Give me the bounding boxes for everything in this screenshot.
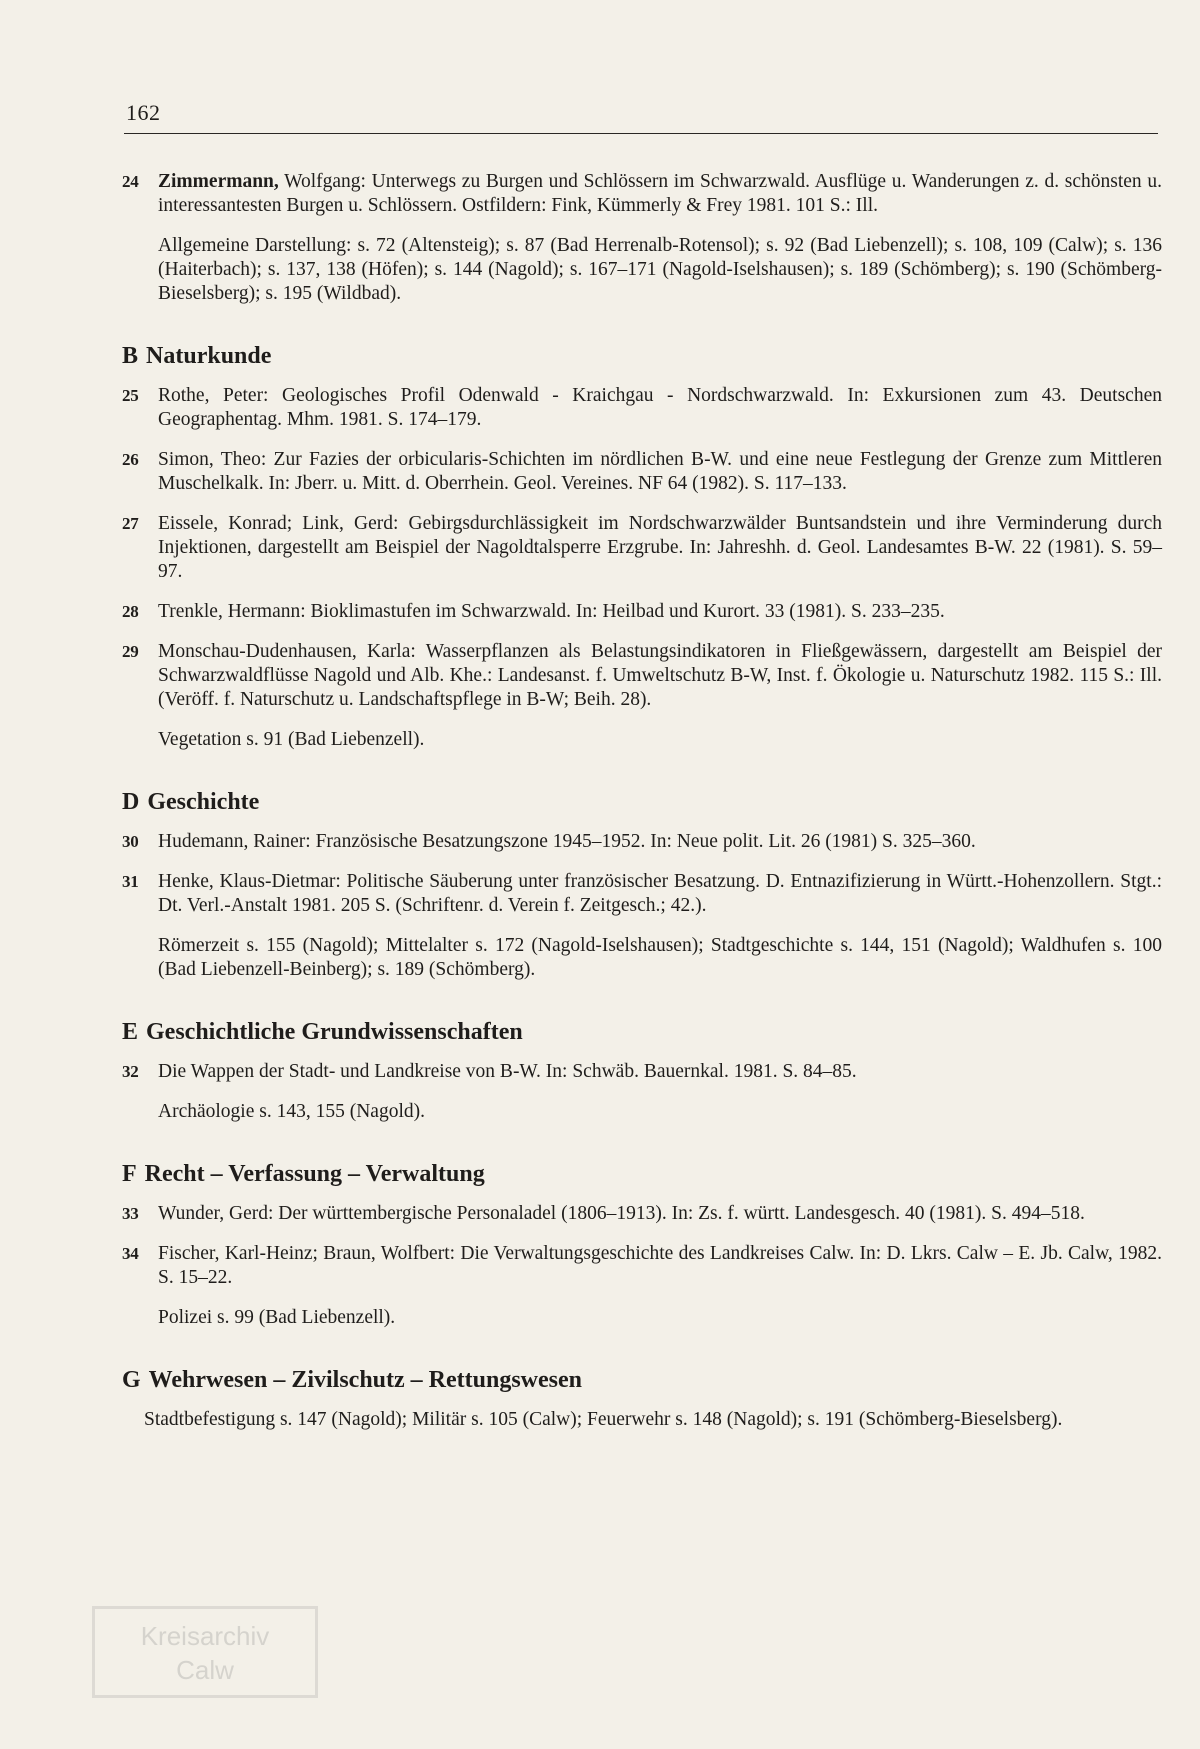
entry-text: Die Wappen der Stadt- und Landkreise von B-W. In: Schwäb. Bauernkal. 1981. S. 84–85.: [158, 1061, 857, 1082]
page-number: 162: [126, 100, 161, 125]
bibliography-entry: [116, 384, 1162, 432]
section-title: Recht – Verfassung – Verwaltung: [144, 1161, 485, 1187]
cross-reference-note: Römerzeit s. 155 (Nagold); Mittelalter s. 172 (Nagold-Iselshausen); Stadtgeschichte s. 144, 151 (Nagold); Waldhufen s. 100 (Bad Liebenzell-Beinberg); s. 189 (Schömberg).: [158, 935, 1162, 980]
entry-number: 24: [122, 172, 139, 191]
section-heading-naturkunde: [122, 342, 1162, 370]
entry-text: Henke, Klaus-Dietmar: Politische Säuberung unter französischer Besatzung. D. Entnazifizierung in Württ.-Hohenzollern. Stgt.: Dt. Verl.-Anstalt 1981. 205 S. (Schriftenr. d. Verein f. Zeitgesch.; 42.).: [158, 871, 1162, 916]
entry-text: Wunder, Gerd: Der württembergische Personaladel (1806–1913). In: Zs. f. württ. Landesgesch. 40 (1981). S. 494–518.: [158, 1203, 1085, 1224]
entry-number: 30: [122, 832, 139, 851]
stamp-line: Calw: [176, 1655, 234, 1685]
section-title: Geschichte: [147, 789, 260, 815]
entry-text: Simon, Theo: Zur Fazies der orbicularis-Schichten im nördlichen B-W. und eine neue Festlegung der Grenze zum Mittleren Muschelkalk. In: Jberr. u. Mitt. d. Oberrhein. Geol. Vereines. NF 64 (1982). S. 117–133.: [158, 449, 1162, 494]
bibliography-entry: [116, 448, 1162, 496]
entry-number: 29: [122, 642, 139, 661]
cross-reference-note: Archäologie s. 143, 155 (Nagold).: [158, 1101, 425, 1122]
header-rule: [124, 133, 1158, 134]
section-letter: B: [122, 343, 139, 369]
bibliography-entry: [116, 600, 1162, 624]
archive-stamp: [92, 1606, 318, 1698]
entry-number: 28: [122, 602, 139, 621]
bibliography-entry: [116, 640, 1162, 712]
cross-reference-note: Polizei s. 99 (Bad Liebenzell).: [158, 1307, 396, 1328]
entry-text: Hudemann, Rainer: Französische Besatzungszone 1945–1952. In: Neue polit. Lit. 26 (1981) S. 325–360.: [158, 831, 976, 852]
entry-number: 33: [122, 1204, 139, 1223]
entry-number: 34: [122, 1244, 139, 1263]
entry-author: Zimmermann,: [158, 171, 279, 192]
cross-reference-note: Allgemeine Darstellung: s. 72 (Altensteig); s. 87 (Bad Herrenalb-Rotensol); s. 92 (Bad Liebenzell); s. 108, 109 (Calw); s. 136 (Haiterbach); s. 137, 138 (Höfen); s. 144 (Nagold); s. 167–171 (Nagold-Iselshausen); s. 189 (Schömberg); s. 190 (Schömberg-Bieselsberg); s. 195 (Wildbad).: [158, 235, 1162, 304]
cross-reference-note: Stadtbefestigung s. 147 (Nagold); Militär s. 105 (Calw); Feuerwehr s. 148 (Nagold); s. 191 (Schömberg-Bieselsberg).: [144, 1409, 1063, 1430]
entry-text: Trenkle, Hermann: Bioklimastufen im Schwarzwald. In: Heilbad und Kurort. 33 (1981). S. 233–235.: [158, 601, 945, 622]
entry-number: 26: [122, 450, 139, 469]
section-letter: G: [122, 1367, 141, 1393]
section-letter: F: [122, 1161, 137, 1187]
entry-number: 27: [122, 514, 139, 533]
bibliography-entry: [116, 870, 1162, 918]
section-heading-geschichte: [122, 788, 1162, 816]
entry-text: Fischer, Karl-Heinz; Braun, Wolfbert: Die Verwaltungsgeschichte des Landkreises Calw. In: D. Lkrs. Calw – E. Jb. Calw, 1982. S. 15–22.: [158, 1243, 1162, 1288]
bibliography-entry: [116, 170, 1162, 218]
page-content: [116, 170, 1162, 1448]
entry-body: Wolfgang: Unterwegs zu Burgen und Schlössern im Schwarzwald. Ausflüge u. Wanderungen z. d. schönsten u. interessantesten Burgen u. Schlössern. Ostfildern: Fink, Kümmerly & Frey 1981. 101 S.: Ill.: [158, 171, 1162, 216]
entry-number: 32: [122, 1062, 139, 1081]
entry-text: [158, 171, 1162, 216]
entry-text: Eissele, Konrad; Link, Gerd: Gebirgsdurchlässigkeit im Nordschwarzwälder Buntsandstein und ihre Verminderung durch Injektionen, dargestellt am Beispiel der Nagoldtalsperre Erzgrube. In: Jahreshh. d. Geol. Landesamtes B-W. 22 (1981). S. 59–97.: [158, 513, 1162, 582]
section-title: Wehrwesen – Zivilschutz – Rettungswesen: [148, 1367, 582, 1393]
bibliography-entry: [116, 830, 1162, 854]
section-title: Naturkunde: [146, 343, 272, 369]
entry-number: 25: [122, 386, 139, 405]
bibliography-entry: [116, 1202, 1162, 1226]
entry-number: 31: [122, 872, 139, 891]
section-heading-wehrwesen: [122, 1366, 1162, 1394]
section-letter: E: [122, 1019, 139, 1045]
bibliography-entry: [116, 512, 1162, 584]
stamp-line: Kreisarchiv: [140, 1621, 270, 1651]
cross-reference-note: Vegetation s. 91 (Bad Liebenzell).: [158, 729, 425, 750]
section-title: Geschichtliche Grundwissenschaften: [146, 1019, 523, 1045]
section-heading-grundwissenschaften: [122, 1018, 1162, 1046]
section-letter: D: [122, 789, 140, 815]
entry-text: Monschau-Dudenhausen, Karla: Wasserpflanzen als Belastungsindikatoren in Fließgewässern, dargestellt am Beispiel der Schwarzwaldflüsse Nagold und Alb. Khe.: Landesanst. f. Umweltschutz B-W, Inst. f. Ökologie u. Naturschutz 1982. 115 S.: Ill. (Veröff. f. Naturschutz u. Landschaftspflege in B-W; Beih. 28).: [158, 641, 1162, 710]
bibliography-entry: [116, 1060, 1162, 1084]
entry-text: Rothe, Peter: Geologisches Profil Odenwald - Kraichgau - Nordschwarzwald. In: Exkursionen zum 43. Deutschen Geographentag. Mhm. 1981. S. 174–179.: [158, 385, 1162, 430]
bibliography-entry: [116, 1242, 1162, 1290]
section-heading-recht: [122, 1160, 1162, 1188]
